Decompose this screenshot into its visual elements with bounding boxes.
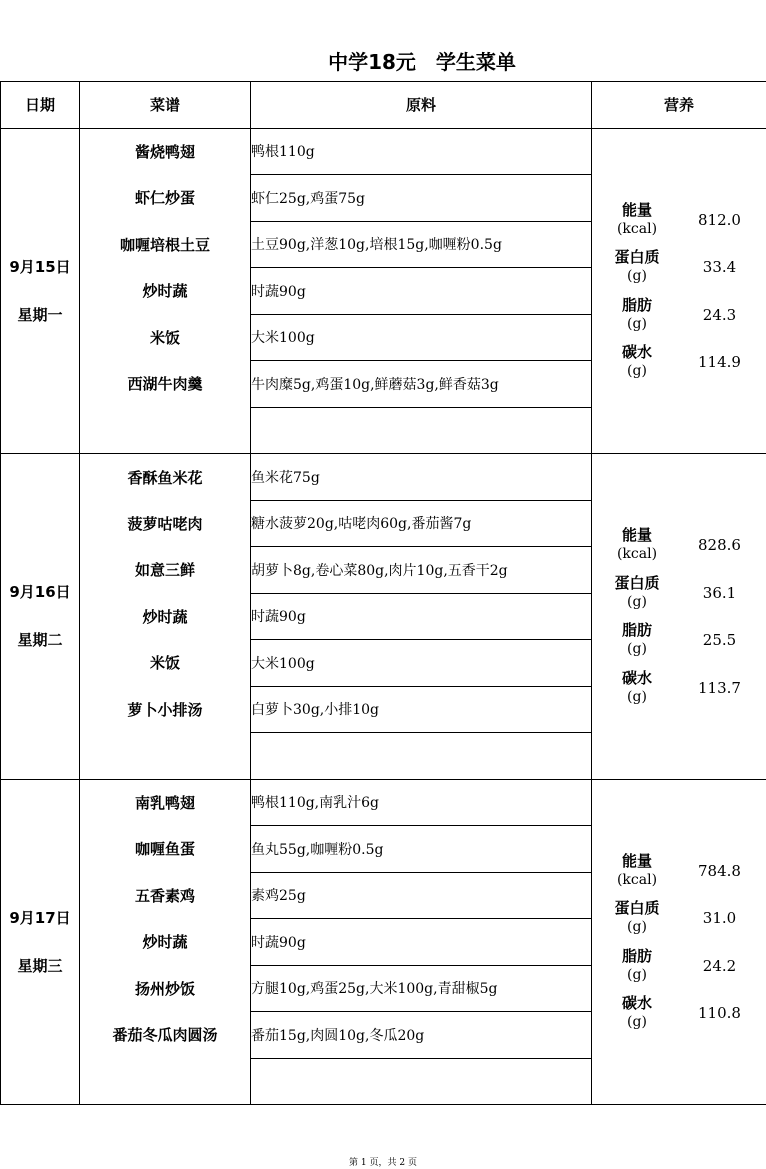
nutrition-value: 33.4 [702,258,737,276]
ingredients-cell: 胡萝卜8g,卷心菜80g,肉片10g,五香干2g [251,547,592,594]
nutrition-list [592,847,766,1037]
nutrition-label [592,947,682,985]
nutrition-value: 828.6 [698,536,741,554]
nutrition-value: 110.8 [698,1004,741,1022]
nutrition-value: 25.5 [702,631,737,649]
nutrition-label [592,899,682,937]
ingredients-cell: 土豆90g,洋葱10g,培根15g,咖喱粉0.5g [251,221,592,268]
nutrition-item [592,847,766,895]
nutrition-cell [592,128,766,454]
nutrition-list [592,521,766,711]
dish-name: 五香素鸡 [80,872,251,919]
nutrition-value: 114.9 [698,353,741,371]
nutrition-cell [592,454,766,780]
ingredients-cell: 时蔬90g [251,593,592,640]
nutrition-label [592,343,682,381]
ingredients-cell: 鸭根110g [251,128,592,175]
dish-name: 米饭 [80,640,251,687]
day-weekday: 星期一 [17,305,63,324]
dish-name: 萝卜小排汤 [80,686,251,733]
ingredients-cell: 牛肉糜5g,鸡蛋10g,鲜蘑菇3g,鲜香菇3g [251,361,592,408]
nutrition-item [592,942,766,990]
ingredients-cell: 时蔬90g [251,268,592,315]
dish-name: 扬州炒饭 [80,965,251,1012]
nutrition-unit: (g) [627,688,647,705]
nutrition-value: 784.8 [698,861,741,880]
nutrition-name: 蛋白质 [614,573,660,592]
dish-name: 炒时蔬 [80,593,251,640]
dish-name: 虾仁炒蛋 [80,175,251,222]
nutrition-label [592,296,682,334]
dish-name: 如意三鲜 [80,547,251,594]
ingredients-cell [251,733,592,780]
nutrition-item [592,196,766,244]
nutrition-value: 24.3 [702,305,737,324]
ingredients-cell [251,407,592,454]
ingredients-cell [251,1058,592,1105]
day-date-cell [1,779,80,1105]
nutrition-unit: (g) [627,593,647,610]
dish-name: 酱烧鸭翅 [80,128,251,175]
nutrition-item [592,894,766,942]
nutrition-label [592,621,682,659]
header-date: 日期 [1,82,80,129]
ingredients-cell: 鱼丸55g,咖喱粉0.5g [251,826,592,873]
nutrition-label [592,201,682,239]
header-dish: 菜谱 [80,82,251,129]
nutrition-unit: (g) [627,268,647,284]
ingredients-cell: 糖水菠萝20g,咕咾肉60g,番茄酱7g [251,500,592,547]
nutrition-value: 31.0 [702,909,737,927]
nutrition-unit: (g) [627,966,647,983]
nutrition-name: 脂肪 [621,946,652,965]
nutrition-name: 脂肪 [621,621,652,639]
nutrition-label [592,526,682,564]
nutrition-item [592,521,766,569]
nutrition-unit: (g) [627,363,647,379]
nutrition-value: 113.7 [698,678,741,697]
nutrition-item [592,664,766,712]
menu-row [1,454,766,501]
ingredients-cell: 大米100g [251,640,592,687]
dish-name: 咖喱鱼蛋 [80,826,251,873]
dish-name: 番茄冬瓜肉圆汤 [80,1012,251,1059]
day-date: 9月15日 [9,257,71,276]
day-date-cell [1,128,80,454]
dish-name: 南乳鸭翅 [80,779,251,826]
nutrition-item [592,616,766,664]
nutrition-label [592,574,682,612]
nutrition-value: 812.0 [698,210,741,229]
nutrition-label [592,669,682,707]
nutrition-label [592,248,682,286]
ingredients-cell: 时蔬90g [251,919,592,966]
page-title: 中学18元 学生菜单 [328,50,516,74]
nutrition-unit: (g) [627,919,647,935]
menu-table [0,81,766,1105]
ingredients-cell: 大米100g [251,314,592,361]
nutrition-item [592,243,766,291]
dish-name [80,1058,251,1105]
ingredients-cell: 方腿10g,鸡蛋25g,大米100g,青甜椒5g [251,965,592,1012]
nutrition-name: 蛋白质 [614,248,660,266]
nutrition-item [592,338,766,386]
nutrition-unit: (kcal) [616,546,658,562]
ingredients-cell: 素鸡25g [251,872,592,919]
day-date: 9月16日 [9,583,71,602]
dish-name: 米饭 [80,314,251,361]
nutrition-list [592,196,766,386]
page-footer: 第 1 页，共 2 页 [349,1158,417,1168]
nutrition-name: 碳水 [621,668,652,687]
dish-name [80,733,251,780]
nutrition-unit: (g) [627,315,647,332]
nutrition-item [592,569,766,617]
nutrition-name: 碳水 [621,343,652,361]
header-row [1,82,766,129]
nutrition-name: 能量 [621,526,652,544]
dish-name: 菠萝咕咾肉 [80,500,251,547]
nutrition-value: 36.1 [702,583,737,602]
ingredients-cell: 鱼米花75g [251,454,592,501]
nutrition-unit: (g) [627,641,647,657]
nutrition-value: 24.2 [702,956,737,975]
nutrition-name: 蛋白质 [614,899,660,917]
dish-name: 香酥鱼米花 [80,454,251,501]
nutrition-unit: (kcal) [616,220,658,237]
nutrition-name: 能量 [621,851,652,870]
day-weekday: 星期三 [17,956,63,975]
header-ingredients: 原料 [251,82,592,129]
ingredients-cell: 白萝卜30g,小排10g [251,686,592,733]
nutrition-item [592,989,766,1037]
menu-row [1,128,766,175]
nutrition-label [592,852,682,890]
day-date-cell [1,454,80,780]
nutrition-unit: (g) [627,1014,647,1030]
ingredients-cell: 番茄15g,肉圆10g,冬瓜20g [251,1012,592,1059]
dish-name [80,407,251,454]
nutrition-unit: (kcal) [616,871,658,888]
nutrition-name: 能量 [621,200,652,219]
day-date: 9月17日 [9,908,71,927]
ingredients-cell: 鸭根110g,南乳汁6g [251,779,592,826]
header-nutrition: 营养 [592,82,766,129]
nutrition-name: 脂肪 [621,295,652,314]
nutrition-label [592,994,682,1032]
nutrition-name: 碳水 [621,994,652,1012]
dish-name: 炒时蔬 [80,919,251,966]
day-weekday: 星期二 [17,631,63,650]
ingredients-cell: 虾仁25g,鸡蛋75g [251,175,592,222]
nutrition-item [592,291,766,339]
dish-name: 西湖牛肉羹 [80,361,251,408]
menu-row [1,779,766,826]
dish-name: 炒时蔬 [80,268,251,315]
nutrition-cell [592,779,766,1105]
dish-name: 咖喱培根土豆 [80,221,251,268]
